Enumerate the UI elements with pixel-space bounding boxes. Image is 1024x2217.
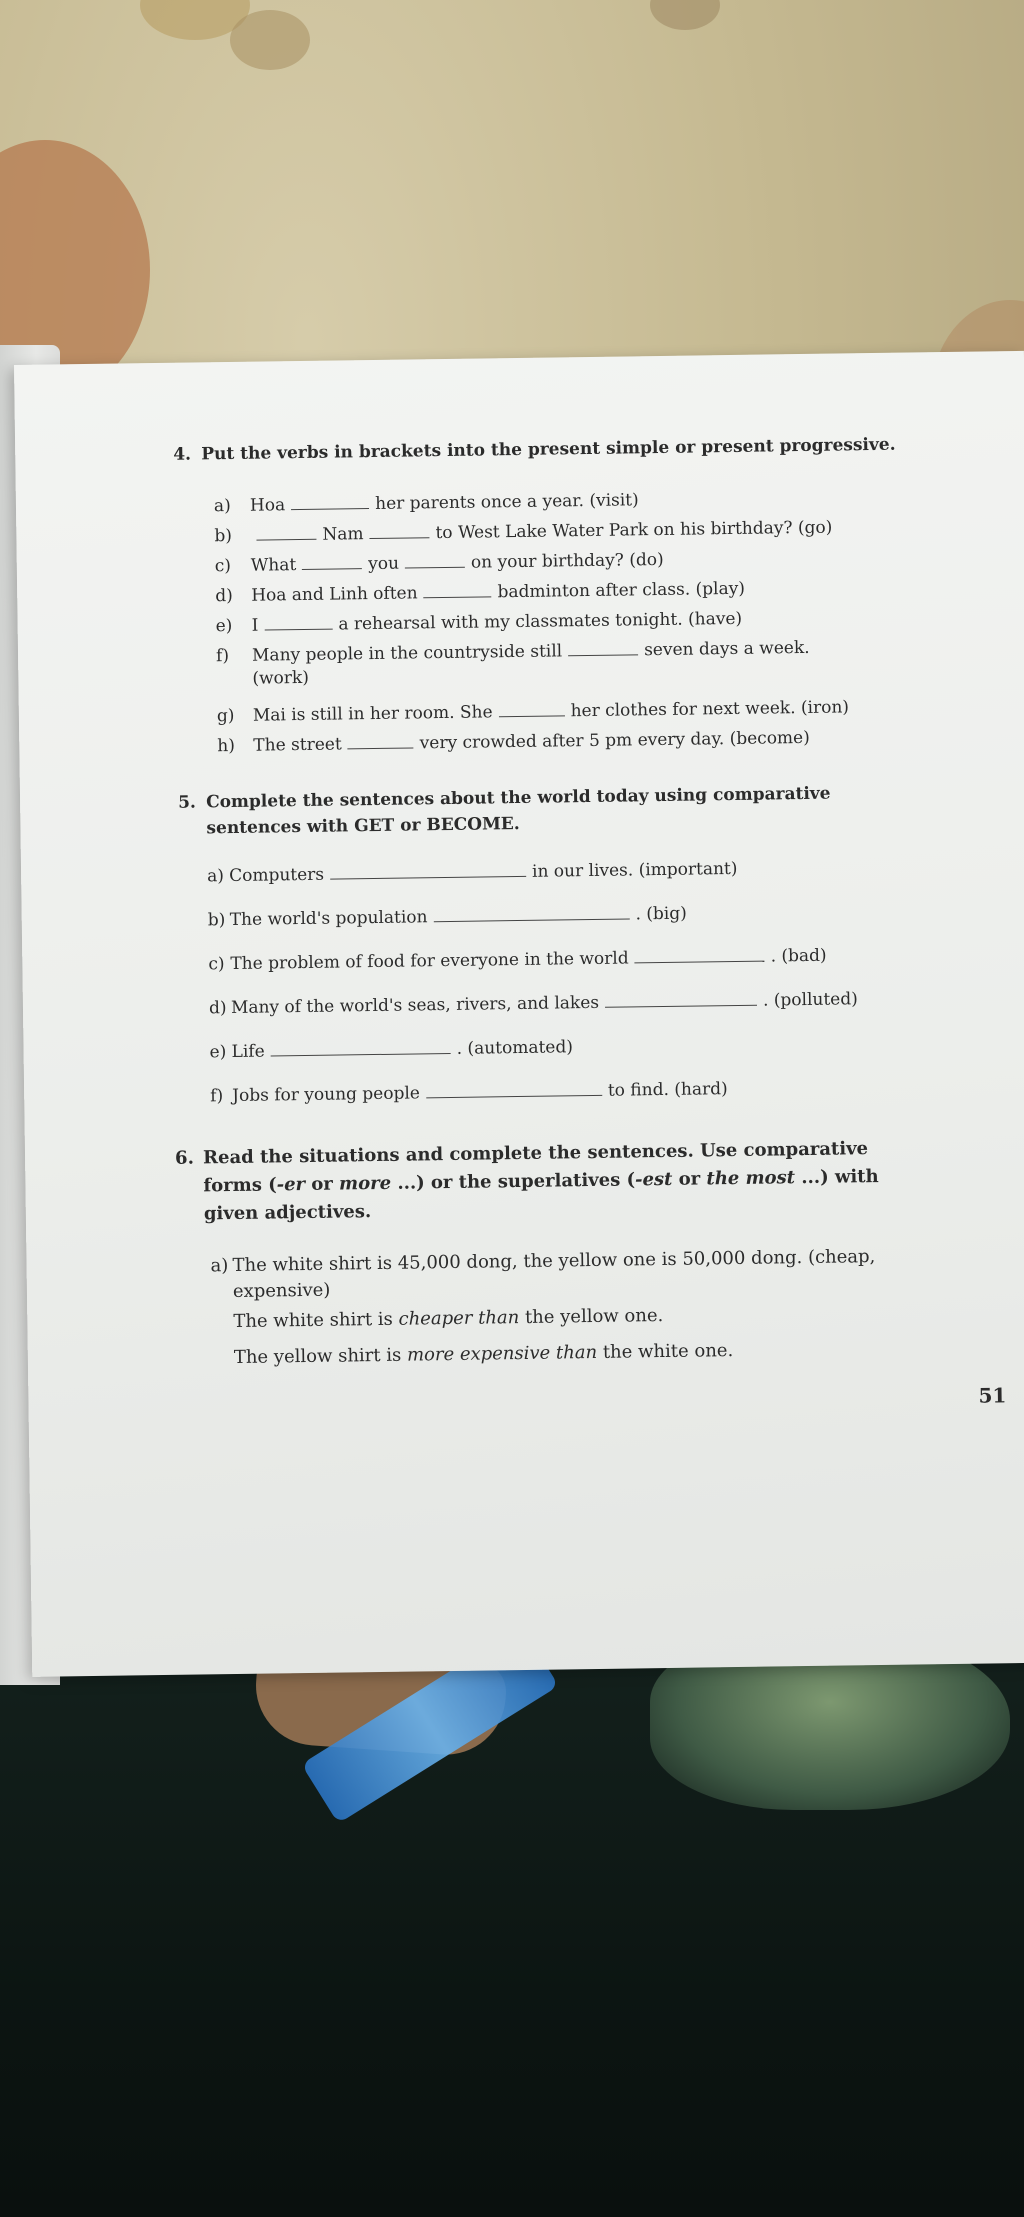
answer-blank[interactable]: [433, 904, 629, 922]
item-letter: h): [217, 735, 236, 757]
item-text: Mai is still in her room. She: [252, 702, 493, 726]
instruction-text-italic: -er: [276, 1174, 306, 1196]
item-text: Nam: [322, 524, 364, 545]
answer-blank[interactable]: [302, 554, 362, 570]
exercise-4-item-c: [215, 548, 664, 578]
item-letter: d): [215, 585, 233, 607]
answer-blank[interactable]: [605, 991, 757, 1008]
instruction-text-italic: the most: [706, 1167, 796, 1190]
item-text: The world's population: [229, 907, 428, 931]
exercise-6-heading-line-3: [204, 1200, 372, 1226]
item-letter: f): [215, 646, 230, 667]
item-letter: a): [213, 495, 231, 517]
tablecloth-flower-pattern: [650, 0, 720, 30]
item-text: to find. (hard): [607, 1079, 728, 1101]
exercise-6-heading-line-2: [203, 1165, 878, 1198]
item-text: Jobs for young people: [232, 1083, 421, 1107]
exercise-5-heading-line-2: [206, 812, 520, 840]
item-text: very crowded after 5 pm every day. (become): [419, 727, 810, 754]
item-text: What: [250, 555, 297, 576]
exercise-5-item-e: [209, 1035, 573, 1064]
item-letter: c): [214, 555, 232, 577]
answer-blank[interactable]: [264, 615, 332, 631]
item-letter: e): [215, 615, 233, 637]
item-text: to West Lake Water Park on his birthday? (go): [435, 517, 833, 544]
example-text: the yellow one.: [519, 1305, 664, 1329]
answer-blank[interactable]: [423, 582, 491, 598]
item-text: . (polluted): [762, 989, 858, 1011]
answer-blank[interactable]: [369, 523, 429, 539]
item-text: badminton after class. (play): [497, 578, 746, 603]
exercise-6-item-a: [210, 1245, 875, 1278]
exercise-4-item-d: [215, 577, 745, 608]
exercise-4-heading: [173, 433, 896, 467]
instruction-text: ...) with: [794, 1166, 879, 1189]
item-letter: e): [209, 1042, 227, 1063]
workbook-page: [14, 351, 1024, 1677]
item-text: Hoa and Linh often: [251, 583, 418, 606]
item-text: . (big): [635, 903, 687, 925]
instruction-text: given adjectives.: [203, 1201, 372, 1225]
item-letter: b): [207, 910, 226, 931]
exercise-4-item-h: [217, 726, 810, 758]
exercise-4-item-g: [217, 695, 849, 728]
example-text: The yellow shirt is: [233, 1344, 408, 1369]
instruction-text: forms (: [203, 1174, 277, 1197]
answer-blank[interactable]: [348, 733, 414, 749]
answer-blank[interactable]: [256, 525, 316, 541]
exercise-instruction: Put the verbs in brackets into the present simple or present progressive.: [201, 434, 896, 465]
instruction-text: ...) or the superlatives (: [390, 1169, 636, 1194]
exercise-instruction: sentences with GET or BECOME.: [206, 813, 520, 839]
answer-blank[interactable]: [330, 862, 526, 880]
exercise-5-item-a: [207, 857, 738, 888]
example-answer: more expensive than: [406, 1341, 598, 1366]
example-text: the white one.: [596, 1340, 734, 1363]
item-text: . (automated): [456, 1037, 574, 1059]
item-letter: a): [207, 866, 225, 887]
exercise-5-heading: [178, 782, 831, 815]
exercise-4-item-b: [214, 516, 832, 549]
item-text: Many people in the countryside still: [251, 641, 563, 666]
instruction-text: or: [304, 1173, 340, 1196]
item-text: The problem of food for everyone in the world: [230, 948, 629, 975]
tablecloth-flower-pattern: [230, 10, 310, 70]
example-text: The white shirt is: [233, 1308, 399, 1333]
exercise-5-item-b: [208, 902, 687, 933]
item-text: Computers: [229, 864, 325, 887]
exercise-number: 4.: [173, 444, 192, 465]
item-text: her parents once a year. (visit): [375, 490, 639, 514]
answer-blank[interactable]: [271, 1039, 451, 1057]
item-text: The street: [253, 734, 342, 756]
answer-blank[interactable]: [635, 947, 765, 964]
item-letter: a): [210, 1255, 229, 1277]
page-content: [14, 351, 1024, 1677]
exercise-5-item-d: [209, 987, 858, 1020]
exercise-number: 5.: [177, 792, 197, 813]
item-text: Hoa: [249, 495, 286, 516]
exercise-6-example-2: [234, 1339, 734, 1370]
exercise-5-item-f: [210, 1077, 728, 1108]
answer-blank[interactable]: [426, 1081, 602, 1098]
item-letter: d): [208, 998, 227, 1019]
item-letter: g): [216, 705, 235, 727]
item-text: a rehearsal with my classmates tonight. (have): [338, 608, 743, 635]
exercise-5-item-c: [208, 944, 827, 977]
example-answer: cheaper than: [398, 1307, 520, 1330]
answer-blank[interactable]: [498, 701, 564, 717]
item-text: you: [368, 553, 400, 575]
item-text: I: [251, 615, 259, 636]
instruction-text-italic: -est: [634, 1168, 673, 1191]
exercise-instruction: Read the situations and complete the sentences. Use comparative: [202, 1138, 869, 1169]
answer-blank[interactable]: [405, 553, 465, 569]
item-letter: f): [210, 1086, 224, 1107]
item-text: Many of the world's seas, rivers, and lakes: [230, 992, 600, 1019]
item-text: The white shirt is 45,000 dong, the yellow one is 50,000 dong. (cheap,: [232, 1246, 876, 1277]
item-text: expensive): [232, 1279, 331, 1303]
exercise-6-example-1: [233, 1304, 663, 1334]
exercise-4-item-e: [215, 607, 742, 638]
page-number: 51: [978, 1383, 1007, 1408]
exercise-4-item-a: [214, 488, 639, 518]
item-text: on your birthday? (do): [470, 549, 664, 573]
exercise-4-item-f: [216, 636, 810, 668]
item-letter: b): [214, 525, 233, 547]
answer-blank[interactable]: [568, 640, 638, 656]
item-text: seven days a week.: [643, 637, 810, 661]
exercise-instruction: Complete the sentences about the world today using comparative: [205, 783, 831, 813]
item-text: (work): [252, 667, 310, 689]
item-text: Life: [231, 1041, 265, 1063]
answer-blank[interactable]: [291, 494, 369, 510]
item-letter: c): [208, 954, 225, 975]
exercise-number: 6.: [174, 1147, 195, 1169]
item-text: in our lives. (important): [531, 858, 738, 882]
exercise-6-item-a-line-2: [233, 1279, 331, 1304]
item-text: . (bad): [770, 945, 827, 967]
exercise-4-item-f-continued: [252, 666, 309, 691]
item-text: her clothes for next week. (iron): [570, 697, 850, 722]
instruction-text: or: [672, 1168, 707, 1190]
instruction-text-italic: more: [338, 1172, 392, 1195]
